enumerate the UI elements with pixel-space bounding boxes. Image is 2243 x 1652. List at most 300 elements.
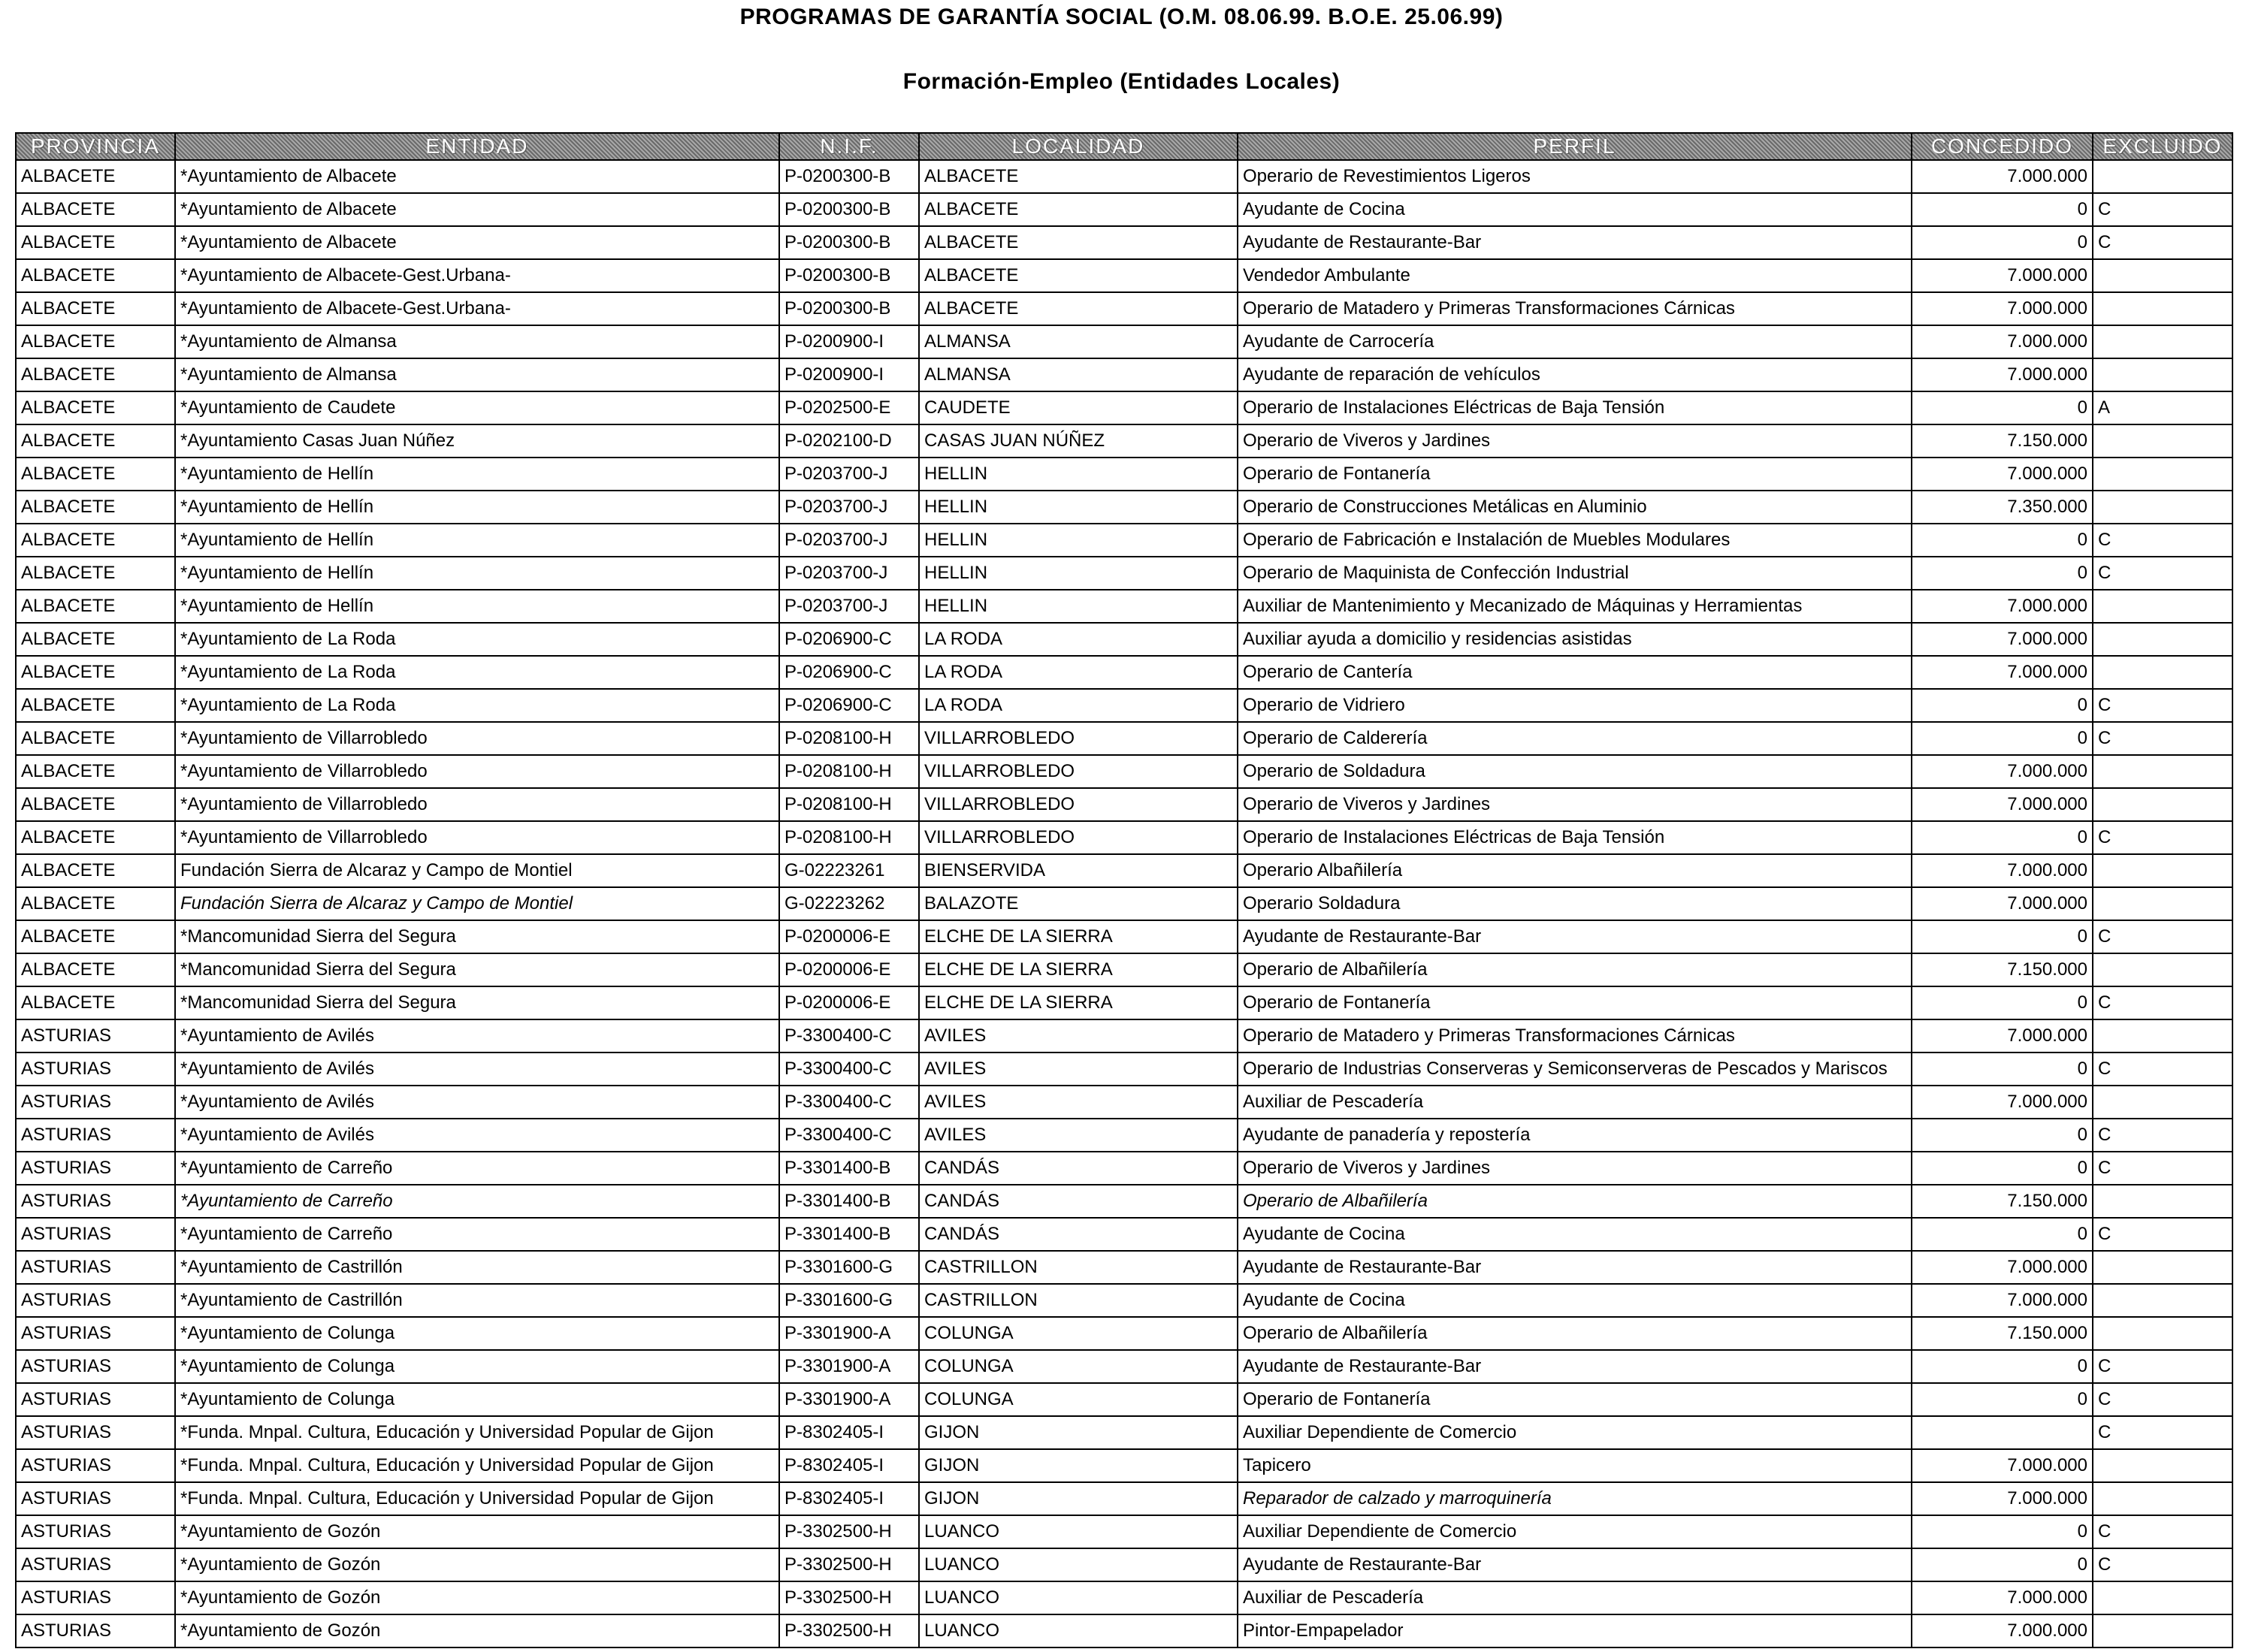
- provincia-cell: ASTURIAS: [16, 1581, 175, 1614]
- provincia-cell: ALBACETE: [16, 491, 175, 524]
- excluido-cell: A: [2093, 391, 2232, 424]
- localidad-cell: LA RODA: [919, 623, 1238, 656]
- nif-cell: P-8302405-I: [779, 1416, 919, 1449]
- provincia-cell: ASTURIAS: [16, 1152, 175, 1185]
- nif-cell: P-0200300-B: [779, 160, 919, 193]
- provincia-cell: ASTURIAS: [16, 1548, 175, 1581]
- localidad-cell: HELLIN: [919, 491, 1238, 524]
- provincia-cell: ALBACETE: [16, 557, 175, 590]
- provincia-cell: ALBACETE: [16, 259, 175, 292]
- entidad-cell: *Ayuntamiento de Avilés: [175, 1119, 779, 1152]
- perfil-cell: Operario de Fontanería: [1238, 458, 1912, 491]
- table-row: [16, 193, 2232, 226]
- provincia-cell: ALBACETE: [16, 887, 175, 920]
- table-row: [16, 1614, 2232, 1647]
- localidad-cell: HELLIN: [919, 524, 1238, 557]
- perfil-cell: Auxiliar ayuda a domicilio y residencias asistidas: [1238, 623, 1912, 656]
- nif-cell: P-0203700-J: [779, 491, 919, 524]
- column-header-concedido: CONCEDIDO: [1912, 133, 2093, 160]
- provincia-cell: ALBACETE: [16, 920, 175, 953]
- provincia-cell: ASTURIAS: [16, 1317, 175, 1350]
- perfil-cell: Operario de Matadero y Primeras Transformaciones Cárnicas: [1238, 292, 1912, 325]
- nif-cell: P-0208100-H: [779, 821, 919, 854]
- provincia-cell: ALBACETE: [16, 226, 175, 259]
- nif-cell: G-02223261: [779, 854, 919, 887]
- concedido-cell: 7.000.000: [1912, 1581, 2093, 1614]
- table-row: [16, 1383, 2232, 1416]
- perfil-cell: Operario de Construcciones Metálicas en Aluminio: [1238, 491, 1912, 524]
- provincia-cell: ALBACETE: [16, 193, 175, 226]
- concedido-cell: 7.000.000: [1912, 160, 2093, 193]
- perfil-cell: Ayudante de Restaurante-Bar: [1238, 1251, 1912, 1284]
- excluido-cell: [2093, 788, 2232, 821]
- entidad-cell: *Ayuntamiento de Gozón: [175, 1614, 779, 1647]
- perfil-cell: Vendedor Ambulante: [1238, 259, 1912, 292]
- localidad-cell: GIJON: [919, 1449, 1238, 1482]
- localidad-cell: LA RODA: [919, 689, 1238, 722]
- entidad-cell: Fundación Sierra de Alcaraz y Campo de Montiel: [175, 854, 779, 887]
- localidad-cell: VILLARROBLEDO: [919, 788, 1238, 821]
- table-row: [16, 1350, 2232, 1383]
- provincia-cell: ALBACETE: [16, 722, 175, 755]
- provincia-cell: ASTURIAS: [16, 1218, 175, 1251]
- provincia-cell: ASTURIAS: [16, 1284, 175, 1317]
- concedido-cell: 0: [1912, 1515, 2093, 1548]
- excluido-cell: C: [2093, 1119, 2232, 1152]
- concedido-cell: 7.000.000: [1912, 458, 2093, 491]
- excluido-cell: [2093, 590, 2232, 623]
- entidad-cell: *Ayuntamiento Casas Juan Núñez: [175, 424, 779, 458]
- nif-cell: P-0202500-E: [779, 391, 919, 424]
- entidad-cell: *Ayuntamiento de Albacete: [175, 160, 779, 193]
- entidad-cell: *Ayuntamiento de Avilés: [175, 1053, 779, 1086]
- table-row: [16, 1449, 2232, 1482]
- perfil-cell: Auxiliar Dependiente de Comercio: [1238, 1515, 1912, 1548]
- excluido-cell: C: [2093, 1383, 2232, 1416]
- nif-cell: P-3302500-H: [779, 1548, 919, 1581]
- concedido-cell: 7.000.000: [1912, 1614, 2093, 1647]
- nif-cell: P-3302500-H: [779, 1581, 919, 1614]
- concedido-cell: 7.000.000: [1912, 590, 2093, 623]
- entidad-cell: *Funda. Mnpal. Cultura, Educación y Universidad Popular de Gijon: [175, 1449, 779, 1482]
- table-row: [16, 953, 2232, 986]
- concedido-cell: 7.150.000: [1912, 424, 2093, 458]
- localidad-cell: VILLARROBLEDO: [919, 722, 1238, 755]
- localidad-cell: ELCHE DE LA SIERRA: [919, 920, 1238, 953]
- entidad-cell: *Ayuntamiento de Albacete: [175, 226, 779, 259]
- perfil-cell: Ayudante de Restaurante-Bar: [1238, 920, 1912, 953]
- nif-cell: P-8302405-I: [779, 1482, 919, 1515]
- entidad-cell: *Ayuntamiento de Gozón: [175, 1548, 779, 1581]
- localidad-cell: AVILES: [919, 1119, 1238, 1152]
- table-row: [16, 1317, 2232, 1350]
- provincia-cell: ALBACETE: [16, 986, 175, 1019]
- perfil-cell: Pintor-Empapelador: [1238, 1614, 1912, 1647]
- concedido-cell: 0: [1912, 1152, 2093, 1185]
- column-header-entidad: ENTIDAD: [175, 133, 779, 160]
- entidad-cell: *Ayuntamiento de Carreño: [175, 1152, 779, 1185]
- excluido-cell: C: [2093, 986, 2232, 1019]
- localidad-cell: HELLIN: [919, 557, 1238, 590]
- entidad-cell: *Ayuntamiento de Albacete-Gest.Urbana-: [175, 259, 779, 292]
- excluido-cell: C: [2093, 722, 2232, 755]
- perfil-cell: Ayudante de Restaurante-Bar: [1238, 1350, 1912, 1383]
- excluido-cell: C: [2093, 1515, 2232, 1548]
- nif-cell: P-3301900-A: [779, 1350, 919, 1383]
- table-row: [16, 1053, 2232, 1086]
- excluido-cell: C: [2093, 1350, 2232, 1383]
- nif-cell: P-0200900-I: [779, 325, 919, 358]
- localidad-cell: COLUNGA: [919, 1383, 1238, 1416]
- entidad-cell: *Ayuntamiento de Hellín: [175, 491, 779, 524]
- entidad-cell: *Ayuntamiento de Carreño: [175, 1185, 779, 1218]
- excluido-cell: C: [2093, 557, 2232, 590]
- table-row: [16, 821, 2232, 854]
- excluido-cell: C: [2093, 1416, 2232, 1449]
- perfil-cell: Operario de Maquinista de Confección Industrial: [1238, 557, 1912, 590]
- concedido-cell: 7.150.000: [1912, 953, 2093, 986]
- table-row: [16, 590, 2232, 623]
- concedido-cell: 0: [1912, 193, 2093, 226]
- table-row: [16, 788, 2232, 821]
- concedido-cell: 0: [1912, 391, 2093, 424]
- excluido-cell: [2093, 491, 2232, 524]
- table-row: [16, 391, 2232, 424]
- concedido-cell: 7.000.000: [1912, 1482, 2093, 1515]
- nif-cell: P-0208100-H: [779, 788, 919, 821]
- perfil-cell: Operario de Albañilería: [1238, 1317, 1912, 1350]
- nif-cell: P-3302500-H: [779, 1614, 919, 1647]
- perfil-cell: Operario de Fontanería: [1238, 1383, 1912, 1416]
- perfil-cell: Operario de Revestimientos Ligeros: [1238, 160, 1912, 193]
- table-row: [16, 887, 2232, 920]
- table-row: [16, 1218, 2232, 1251]
- localidad-cell: AVILES: [919, 1019, 1238, 1053]
- nif-cell: P-3300400-C: [779, 1019, 919, 1053]
- column-header-perfil: PERFIL: [1238, 133, 1912, 160]
- entidad-cell: *Ayuntamiento de Hellín: [175, 590, 779, 623]
- perfil-cell: Operario de Viveros y Jardines: [1238, 424, 1912, 458]
- table-row: [16, 1548, 2232, 1581]
- concedido-cell: 7.000.000: [1912, 358, 2093, 391]
- nif-cell: P-3301900-A: [779, 1383, 919, 1416]
- excluido-cell: C: [2093, 524, 2232, 557]
- localidad-cell: CASTRILLON: [919, 1284, 1238, 1317]
- perfil-cell: Operario de Matadero y Primeras Transformaciones Cárnicas: [1238, 1019, 1912, 1053]
- provincia-cell: ALBACETE: [16, 524, 175, 557]
- nif-cell: P-3301400-B: [779, 1218, 919, 1251]
- provincia-cell: ALBACETE: [16, 358, 175, 391]
- nif-cell: P-3302500-H: [779, 1515, 919, 1548]
- excluido-cell: [2093, 1317, 2232, 1350]
- excluido-cell: [2093, 755, 2232, 788]
- nif-cell: P-0200006-E: [779, 986, 919, 1019]
- perfil-cell: Operario de Fabricación e Instalación de Muebles Modulares: [1238, 524, 1912, 557]
- concedido-cell: 7.000.000: [1912, 1284, 2093, 1317]
- entidad-cell: *Ayuntamiento de Caudete: [175, 391, 779, 424]
- nif-cell: P-0200006-E: [779, 920, 919, 953]
- excluido-cell: [2093, 259, 2232, 292]
- excluido-cell: C: [2093, 1218, 2232, 1251]
- localidad-cell: GIJON: [919, 1416, 1238, 1449]
- localidad-cell: ALMANSA: [919, 358, 1238, 391]
- concedido-cell: 0: [1912, 1218, 2093, 1251]
- table-row: [16, 623, 2232, 656]
- perfil-cell: Ayudante de panadería y repostería: [1238, 1119, 1912, 1152]
- entidad-cell: *Ayuntamiento de Gozón: [175, 1515, 779, 1548]
- nif-cell: P-0203700-J: [779, 524, 919, 557]
- table-row: [16, 1086, 2232, 1119]
- perfil-cell: Operario de Fontanería: [1238, 986, 1912, 1019]
- localidad-cell: CANDÁS: [919, 1152, 1238, 1185]
- table-row: [16, 557, 2232, 590]
- excluido-cell: [2093, 1284, 2232, 1317]
- entidad-cell: *Funda. Mnpal. Cultura, Educación y Universidad Popular de Gijon: [175, 1416, 779, 1449]
- table-row: [16, 1152, 2232, 1185]
- nif-cell: P-3301900-A: [779, 1317, 919, 1350]
- table-header-row: [16, 133, 2232, 160]
- nif-cell: P-0206900-C: [779, 656, 919, 689]
- excluido-cell: [2093, 160, 2232, 193]
- concedido-cell: 0: [1912, 986, 2093, 1019]
- entidad-cell: *Ayuntamiento de Gozón: [175, 1581, 779, 1614]
- provincia-cell: ALBACETE: [16, 953, 175, 986]
- excluido-cell: [2093, 1251, 2232, 1284]
- table-row: [16, 1185, 2232, 1218]
- entidad-cell: *Mancomunidad Sierra del Segura: [175, 986, 779, 1019]
- table-row: [16, 1119, 2232, 1152]
- provincia-cell: ASTURIAS: [16, 1416, 175, 1449]
- excluido-cell: [2093, 854, 2232, 887]
- entidad-cell: *Ayuntamiento de Villarrobledo: [175, 755, 779, 788]
- provincia-cell: ASTURIAS: [16, 1482, 175, 1515]
- entidad-cell: *Funda. Mnpal. Cultura, Educación y Universidad Popular de Gijon: [175, 1482, 779, 1515]
- localidad-cell: VILLARROBLEDO: [919, 821, 1238, 854]
- localidad-cell: GIJON: [919, 1482, 1238, 1515]
- table-row: [16, 920, 2232, 953]
- perfil-cell: Operario de Soldadura: [1238, 755, 1912, 788]
- nif-cell: P-0206900-C: [779, 689, 919, 722]
- localidad-cell: VILLARROBLEDO: [919, 755, 1238, 788]
- concedido-cell: 7.000.000: [1912, 623, 2093, 656]
- provincia-cell: ASTURIAS: [16, 1053, 175, 1086]
- localidad-cell: ELCHE DE LA SIERRA: [919, 986, 1238, 1019]
- localidad-cell: LUANCO: [919, 1515, 1238, 1548]
- table-row: [16, 1251, 2232, 1284]
- localidad-cell: HELLIN: [919, 458, 1238, 491]
- table-row: [16, 1515, 2232, 1548]
- localidad-cell: BIENSERVIDA: [919, 854, 1238, 887]
- entidad-cell: *Ayuntamiento de Carreño: [175, 1218, 779, 1251]
- concedido-cell: 7.000.000: [1912, 1251, 2093, 1284]
- column-header-excluido: EXCLUIDO: [2093, 133, 2232, 160]
- perfil-cell: Ayudante de Restaurante-Bar: [1238, 1548, 1912, 1581]
- document-title: PROGRAMAS DE GARANTÍA SOCIAL (O.M. 08.06.99. B.O.E. 25.06.99): [739, 5, 1504, 29]
- concedido-cell: 0: [1912, 1383, 2093, 1416]
- document-subtitle: Formación-Empleo (Entidades Locales): [902, 69, 1341, 94]
- localidad-cell: LUANCO: [919, 1581, 1238, 1614]
- excluido-cell: [2093, 1019, 2232, 1053]
- concedido-cell: 7.000.000: [1912, 656, 2093, 689]
- perfil-cell: Operario de Industrias Conserveras y Semiconserveras de Pescados y Mariscos: [1238, 1053, 1912, 1086]
- localidad-cell: CASAS JUAN NÚÑEZ: [919, 424, 1238, 458]
- nif-cell: P-3300400-C: [779, 1119, 919, 1152]
- nif-cell: P-0200300-B: [779, 259, 919, 292]
- excluido-cell: C: [2093, 689, 2232, 722]
- nif-cell: P-0208100-H: [779, 722, 919, 755]
- column-header-provincia: PROVINCIA: [16, 133, 175, 160]
- perfil-cell: Tapicero: [1238, 1449, 1912, 1482]
- localidad-cell: LA RODA: [919, 656, 1238, 689]
- excluido-cell: [2093, 1086, 2232, 1119]
- concedido-cell: 0: [1912, 920, 2093, 953]
- nif-cell: P-0200900-I: [779, 358, 919, 391]
- provincia-cell: ASTURIAS: [16, 1515, 175, 1548]
- nif-cell: P-0206900-C: [779, 623, 919, 656]
- entidad-cell: *Ayuntamiento de Castrillón: [175, 1284, 779, 1317]
- concedido-cell: 0: [1912, 722, 2093, 755]
- concedido-cell: 0: [1912, 524, 2093, 557]
- concedido-cell: 7.000.000: [1912, 292, 2093, 325]
- concedido-cell: 0: [1912, 1119, 2093, 1152]
- perfil-cell: Operario Soldadura: [1238, 887, 1912, 920]
- perfil-cell: Operario de Instalaciones Eléctricas de Baja Tensión: [1238, 391, 1912, 424]
- excluido-cell: C: [2093, 821, 2232, 854]
- localidad-cell: COLUNGA: [919, 1350, 1238, 1383]
- localidad-cell: CASTRILLON: [919, 1251, 1238, 1284]
- localidad-cell: CAUDETE: [919, 391, 1238, 424]
- nif-cell: P-0202100-D: [779, 424, 919, 458]
- excluido-cell: C: [2093, 1152, 2232, 1185]
- entidad-cell: *Ayuntamiento de Castrillón: [175, 1251, 779, 1284]
- concedido-cell: 7.150.000: [1912, 1185, 2093, 1218]
- entidad-cell: *Ayuntamiento de Villarrobledo: [175, 821, 779, 854]
- nif-cell: P-0203700-J: [779, 557, 919, 590]
- entidad-cell: *Ayuntamiento de Villarrobledo: [175, 722, 779, 755]
- perfil-cell: Operario Albañilería: [1238, 854, 1912, 887]
- entidad-cell: *Ayuntamiento de Almansa: [175, 358, 779, 391]
- excluido-cell: [2093, 1581, 2232, 1614]
- table-row: [16, 1482, 2232, 1515]
- table-row: [16, 1416, 2232, 1449]
- provincia-cell: ASTURIAS: [16, 1119, 175, 1152]
- table-row: [16, 689, 2232, 722]
- nif-cell: P-0200300-B: [779, 226, 919, 259]
- table-row: [16, 358, 2232, 391]
- provincia-cell: ALBACETE: [16, 424, 175, 458]
- localidad-cell: AVILES: [919, 1053, 1238, 1086]
- provincia-cell: ALBACETE: [16, 590, 175, 623]
- perfil-cell: Ayudante de Cocina: [1238, 1284, 1912, 1317]
- nif-cell: P-3301600-G: [779, 1251, 919, 1284]
- provincia-cell: ALBACETE: [16, 656, 175, 689]
- perfil-cell: Operario de Albañilería: [1238, 953, 1912, 986]
- localidad-cell: ALMANSA: [919, 325, 1238, 358]
- nif-cell: P-3301600-G: [779, 1284, 919, 1317]
- entidad-cell: *Ayuntamiento de Colunga: [175, 1317, 779, 1350]
- table-row: [16, 160, 2232, 193]
- entidad-cell: *Mancomunidad Sierra del Segura: [175, 953, 779, 986]
- concedido-cell: 0: [1912, 689, 2093, 722]
- concedido-cell: 7.000.000: [1912, 1019, 2093, 1053]
- concedido-cell: 0: [1912, 1053, 2093, 1086]
- excluido-cell: [2093, 656, 2232, 689]
- perfil-cell: Operario de Viveros y Jardines: [1238, 1152, 1912, 1185]
- concedido-cell: 0: [1912, 821, 2093, 854]
- perfil-cell: Ayudante de Restaurante-Bar: [1238, 226, 1912, 259]
- perfil-cell: Operario de Cantería: [1238, 656, 1912, 689]
- table-row: [16, 986, 2232, 1019]
- table-row: [16, 854, 2232, 887]
- excluido-cell: [2093, 1185, 2232, 1218]
- perfil-cell: Operario de Vidriero: [1238, 689, 1912, 722]
- entidad-cell: *Ayuntamiento de Hellín: [175, 557, 779, 590]
- localidad-cell: ELCHE DE LA SIERRA: [919, 953, 1238, 986]
- localidad-cell: HELLIN: [919, 590, 1238, 623]
- table-row: [16, 458, 2232, 491]
- localidad-cell: ALBACETE: [919, 259, 1238, 292]
- excluido-cell: [2093, 424, 2232, 458]
- nif-cell: P-0200300-B: [779, 292, 919, 325]
- provincia-cell: ALBACETE: [16, 160, 175, 193]
- entidad-cell: *Ayuntamiento de Hellín: [175, 524, 779, 557]
- perfil-cell: Ayudante de reparación de vehículos: [1238, 358, 1912, 391]
- provincia-cell: ALBACETE: [16, 788, 175, 821]
- localidad-cell: ALBACETE: [919, 193, 1238, 226]
- concedido-cell: [1912, 1416, 2093, 1449]
- concedido-cell: 0: [1912, 557, 2093, 590]
- localidad-cell: CANDÁS: [919, 1185, 1238, 1218]
- table-row: [16, 292, 2232, 325]
- perfil-cell: Auxiliar de Pescadería: [1238, 1581, 1912, 1614]
- perfil-cell: Ayudante de Cocina: [1238, 1218, 1912, 1251]
- concedido-cell: 7.350.000: [1912, 491, 2093, 524]
- table-row: [16, 656, 2232, 689]
- perfil-cell: Operario de Instalaciones Eléctricas de Baja Tensión: [1238, 821, 1912, 854]
- entidad-cell: *Ayuntamiento de Villarrobledo: [175, 788, 779, 821]
- excluido-cell: C: [2093, 193, 2232, 226]
- concedido-cell: 7.000.000: [1912, 1086, 2093, 1119]
- entidad-cell: *Ayuntamiento de Avilés: [175, 1019, 779, 1053]
- localidad-cell: ALBACETE: [919, 226, 1238, 259]
- excluido-cell: [2093, 325, 2232, 358]
- concedido-cell: 0: [1912, 1350, 2093, 1383]
- localidad-cell: ALBACETE: [919, 160, 1238, 193]
- table-body: [16, 160, 2232, 1647]
- concedido-cell: 7.000.000: [1912, 854, 2093, 887]
- nif-cell: P-0200300-B: [779, 193, 919, 226]
- nif-cell: P-3300400-C: [779, 1086, 919, 1119]
- entidad-cell: Fundación Sierra de Alcaraz y Campo de Montiel: [175, 887, 779, 920]
- table-row: [16, 259, 2232, 292]
- provincia-cell: ALBACETE: [16, 755, 175, 788]
- perfil-cell: Ayudante de Carrocería: [1238, 325, 1912, 358]
- entidad-cell: *Ayuntamiento de La Roda: [175, 656, 779, 689]
- perfil-cell: Reparador de calzado y marroquinería: [1238, 1482, 1912, 1515]
- provincia-cell: ALBACETE: [16, 821, 175, 854]
- concedido-cell: 7.000.000: [1912, 755, 2093, 788]
- excluido-cell: [2093, 623, 2232, 656]
- excluido-cell: C: [2093, 226, 2232, 259]
- entidad-cell: *Ayuntamiento de Albacete-Gest.Urbana-: [175, 292, 779, 325]
- table-row: [16, 424, 2232, 458]
- entidad-cell: *Ayuntamiento de Hellín: [175, 458, 779, 491]
- table-row: [16, 755, 2232, 788]
- perfil-cell: Operario de Albañilería: [1238, 1185, 1912, 1218]
- provincia-cell: ASTURIAS: [16, 1019, 175, 1053]
- concedido-cell: 7.000.000: [1912, 259, 2093, 292]
- nif-cell: P-0203700-J: [779, 590, 919, 623]
